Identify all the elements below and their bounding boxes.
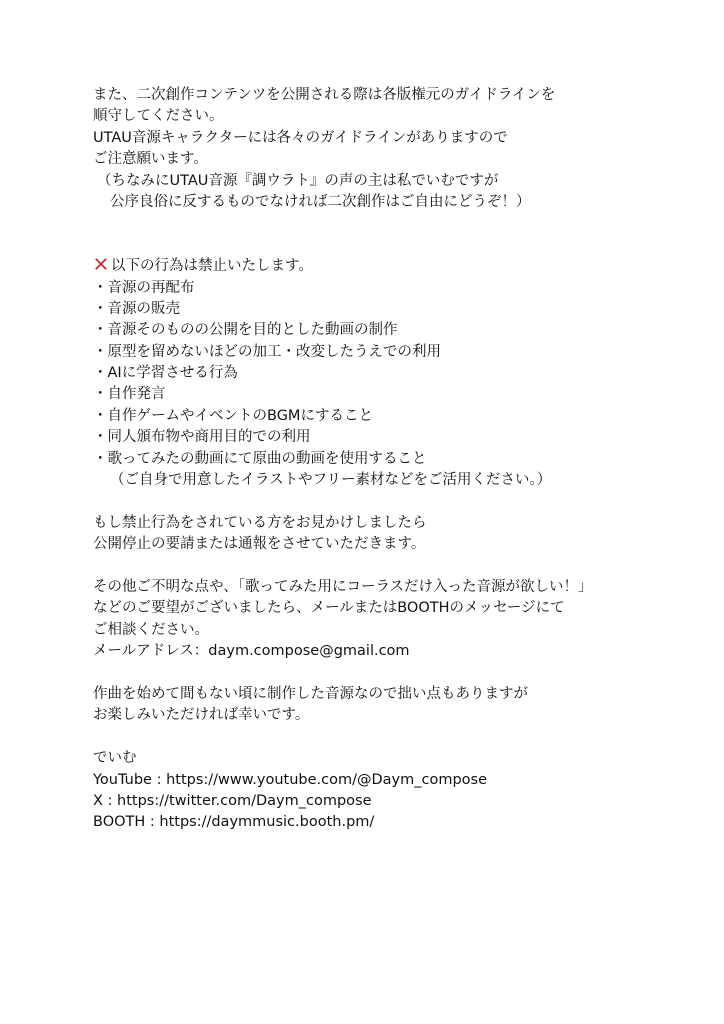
prohibited-item: ・音源の販売 <box>93 300 180 317</box>
spacer <box>93 213 693 234</box>
intro-line: UTAU音源キャラクターには各々のガイドラインがありますので <box>93 129 508 146</box>
email-line[interactable]: メールアドレス：daym.compose@gmail.com <box>93 643 410 660</box>
spacer <box>93 556 693 577</box>
spacer <box>93 491 693 512</box>
prohibited-heading-row <box>93 256 693 277</box>
prohibited-note: （ご自身で用意したイラストやフリー素材などをご活用ください。） <box>110 472 552 489</box>
author-name: でいむ <box>93 750 137 767</box>
x-link[interactable]: X : https://twitter.com/Daym_compose <box>93 792 372 809</box>
intro-section <box>93 85 693 213</box>
closing-line: 作曲を始めて間もない頃に制作した音源なので拙い点もありますが <box>93 685 528 702</box>
spacer <box>93 663 693 684</box>
intro-line: また、二次創作コンテンツを公開される際は各版権元のガイドラインを <box>93 87 556 103</box>
prohibited-item: ・同人頒布物や商用目的での利用 <box>93 429 311 446</box>
prohibited-section <box>93 256 693 491</box>
signature-section <box>93 748 693 834</box>
spacer <box>93 235 693 256</box>
prohibited-item: ・音源そのものの公開を目的とした動画の制作 <box>93 322 398 339</box>
prohibited-heading: 以下の行為は禁止いたします。 <box>111 258 313 275</box>
contact-line: などのご要望がございましたら、メールまたはBOOTHのメッセージにて <box>93 600 565 617</box>
intro-line: ご注意願います。 <box>93 151 208 168</box>
report-section <box>93 513 693 556</box>
spacer <box>93 727 693 748</box>
document-body <box>93 85 693 834</box>
youtube-link[interactable]: YouTube : https://www.youtube.com/@Daym_compose <box>93 771 488 788</box>
intro-note-line: 公序良俗に反するものでなければ二次創作はご自由にどうぞ！） <box>110 193 531 210</box>
report-line: もし禁止行為をされている方をお見かけしましたら <box>93 514 427 531</box>
cross-mark-icon <box>93 256 109 272</box>
closing-line: お楽しみいただければ幸いです。 <box>93 707 310 724</box>
prohibited-item: ・音源の再配布 <box>93 279 195 296</box>
contact-line: ご相談ください。 <box>93 621 209 638</box>
prohibited-item: ・原型を留めないほどの加工・改変したうえでの利用 <box>93 343 441 360</box>
prohibited-item: ・自作発言 <box>93 386 166 403</box>
booth-link[interactable]: BOOTH : https://daymmusic.booth.pm/ <box>93 814 375 831</box>
prohibited-item: ・歌ってみたの動画にて原曲の動画を使用すること <box>93 450 427 467</box>
intro-note-line: （ちなみにUTAU音源『調ウラト』の声の主は私でいむですが <box>97 172 499 189</box>
intro-line: 順守してください。 <box>93 108 224 125</box>
prohibited-item: ・自作ゲームやイベントのBGMにすること <box>93 407 373 424</box>
closing-section <box>93 684 693 727</box>
contact-line: その他ご不明な点や、「歌ってみた用にコーラスだけ入った音源が欲しい！」 <box>93 578 593 595</box>
contact-section <box>93 577 693 663</box>
prohibited-item: ・AIに学習させる行為 <box>93 365 238 382</box>
report-line: 公開停止の要請または通報をさせていただきます。 <box>93 536 426 553</box>
